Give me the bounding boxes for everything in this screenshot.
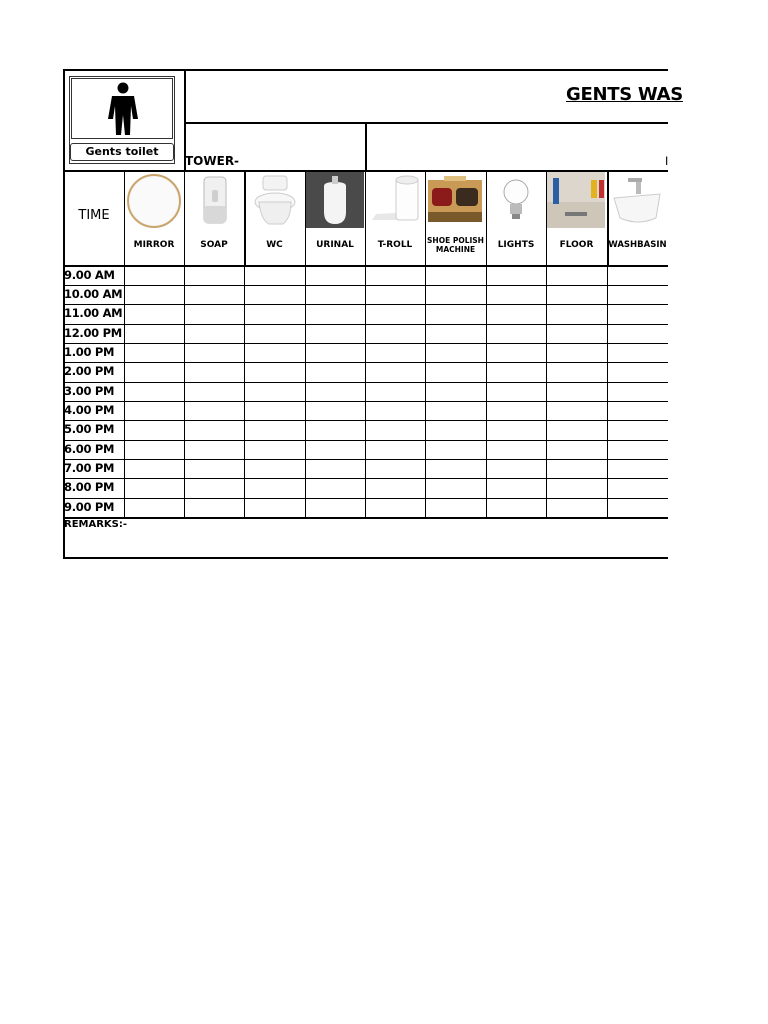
row-time-label: 9.00 AM <box>64 268 115 282</box>
col-header-mirror: MIRROR <box>133 240 175 250</box>
man-figure-icon <box>72 79 172 137</box>
row-line <box>63 459 668 460</box>
col-header-soap: SOAP <box>200 240 228 250</box>
logo-panel <box>71 78 173 139</box>
mirror-icon <box>125 172 183 228</box>
header-subdivider <box>365 122 367 171</box>
time-header: TIME <box>78 208 110 223</box>
col-header-lights: LIGHTS <box>497 240 535 250</box>
row-time-label: 5.00 PM <box>64 422 115 436</box>
row-line <box>63 440 668 441</box>
row-time-label: 9.00 PM <box>64 500 115 514</box>
row-line <box>63 324 668 325</box>
col-header-shoe-polish: SHOE POLISH MACHINE <box>427 236 484 254</box>
soap-dispenser-icon <box>185 172 243 228</box>
urinal-icon <box>306 172 364 228</box>
column-line <box>305 171 306 517</box>
remarks-label: REMARKS:- <box>64 519 128 530</box>
sheet-title: GENTS WAS <box>566 84 683 105</box>
shoe-polish-machine-icon <box>426 172 484 228</box>
column-line <box>546 171 547 517</box>
light-bulb-icon <box>487 172 545 228</box>
column-header-bottom <box>63 265 668 267</box>
col-header-floor: FLOOR <box>559 240 594 250</box>
washbasin-icon <box>608 172 666 228</box>
row-time-label: 4.00 PM <box>64 403 115 417</box>
row-line <box>63 401 668 402</box>
header-divider <box>184 69 186 171</box>
column-line <box>124 171 125 517</box>
col-header-wc: WC <box>266 240 283 250</box>
row-time-label: 3.00 PM <box>64 384 115 398</box>
tower-label: TOWER- <box>185 154 240 168</box>
row-line <box>63 304 668 305</box>
row-time-label: 12.00 PM <box>64 326 122 340</box>
toilet-roll-icon <box>366 172 424 228</box>
row-time-label: 7.00 PM <box>64 461 115 475</box>
wc-toilet-icon <box>245 172 303 228</box>
header-subline <box>184 122 668 124</box>
row-line <box>63 362 668 363</box>
logo-label: Gents toilet <box>70 143 174 161</box>
row-time-label: 2.00 PM <box>64 364 115 378</box>
row-time-label: 1.00 PM <box>64 345 115 359</box>
table-border-bottom <box>63 557 668 559</box>
row-line <box>63 478 668 479</box>
col-header-t-roll: T-ROLL <box>377 240 413 250</box>
col-header-urinal: URINAL <box>316 240 354 250</box>
row-time-label: 8.00 PM <box>64 480 115 494</box>
column-line <box>425 171 426 517</box>
table-border-left <box>63 69 65 559</box>
row-time-label: 6.00 PM <box>64 442 115 456</box>
row-time-label: 11.00 AM <box>64 306 123 320</box>
row-time-label: 10.00 AM <box>64 287 123 301</box>
row-line <box>63 382 668 383</box>
row-line <box>63 498 668 499</box>
row-line <box>63 343 668 344</box>
column-line <box>365 171 366 517</box>
column-line <box>244 171 246 267</box>
header-fragment: I <box>665 154 669 168</box>
column-line <box>184 171 185 517</box>
floor-cleaning-icon <box>547 172 605 228</box>
col-header-washbasin: WASHBASIN <box>608 239 667 250</box>
remarks-top-line <box>63 517 668 519</box>
column-line <box>486 171 487 517</box>
row-line <box>63 420 668 421</box>
table-border-top <box>63 69 668 71</box>
row-line <box>63 285 668 286</box>
column-line <box>607 171 609 267</box>
